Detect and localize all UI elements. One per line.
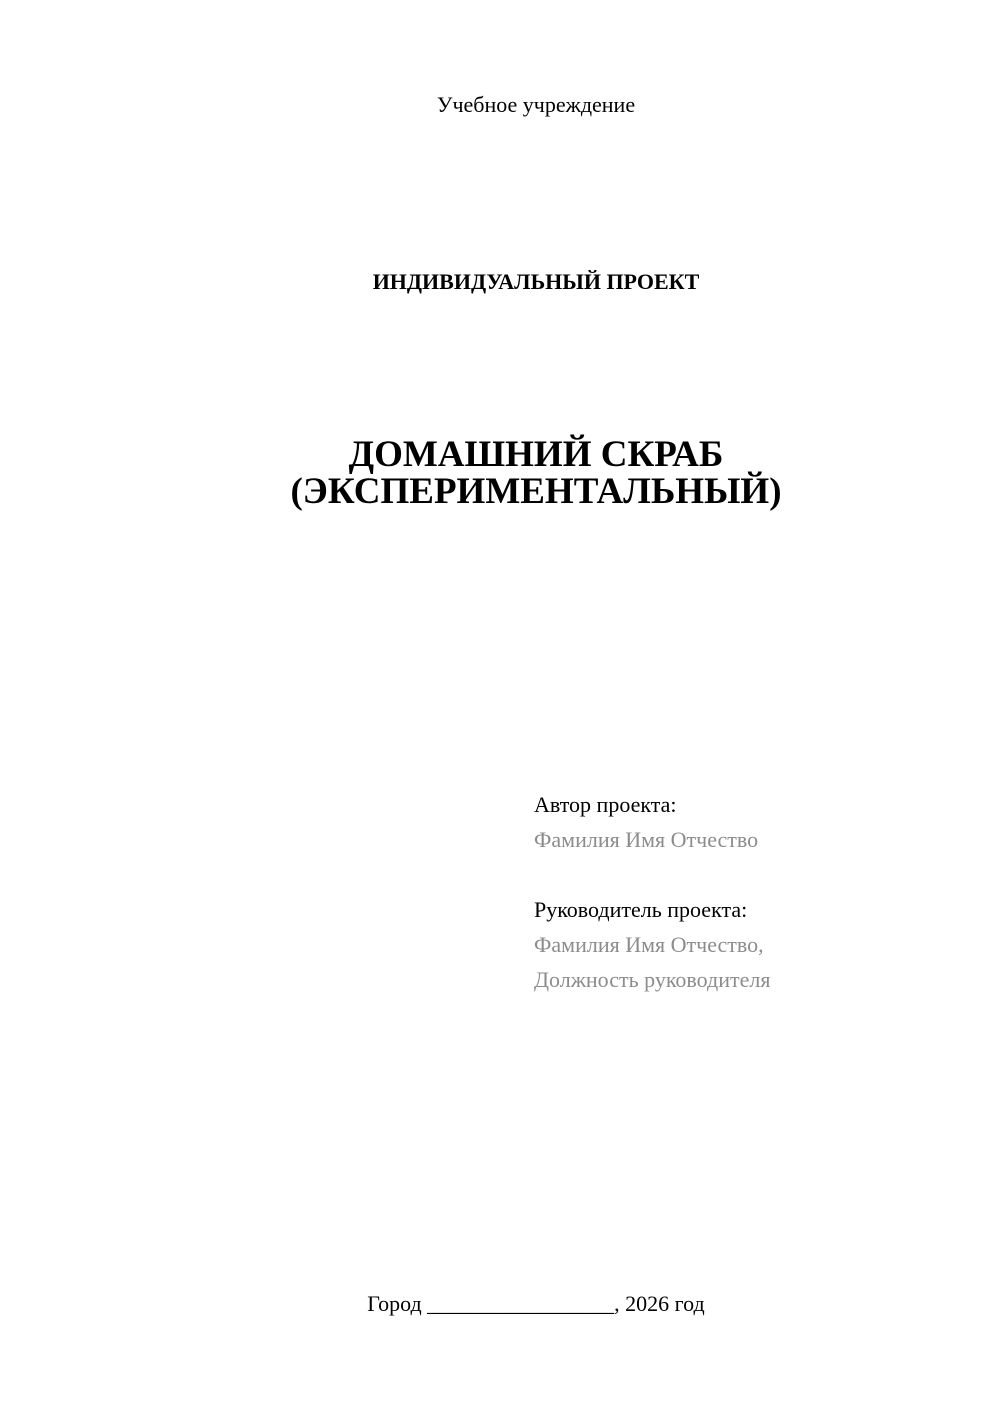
author-name: Фамилия Имя Отчество [534, 827, 759, 852]
institution-name: Учебное учреждение [436, 92, 636, 117]
project-title-line-1: ДОМАШНИЙ СКРАБ [348, 434, 724, 475]
project-info-block [534, 787, 770, 997]
project-type-heading: ИНДИВИДУАЛЬНЫЙ ПРОЕКТ [372, 269, 700, 294]
supervisor-position: Должность руководителя [534, 967, 771, 992]
project-title-line-2: (ЭКСПЕРИМЕНТАЛЬНЫЙ) [290, 471, 782, 512]
supervisor-label: Руководитель проекта: [534, 897, 748, 922]
author-label: Автор проекта: [534, 792, 677, 817]
city-year-footer: Город _________________, 2026 год [367, 1291, 705, 1316]
info-spacer [534, 857, 770, 892]
project-title [0, 436, 1000, 510]
supervisor-name: Фамилия Имя Отчество, [534, 932, 764, 957]
